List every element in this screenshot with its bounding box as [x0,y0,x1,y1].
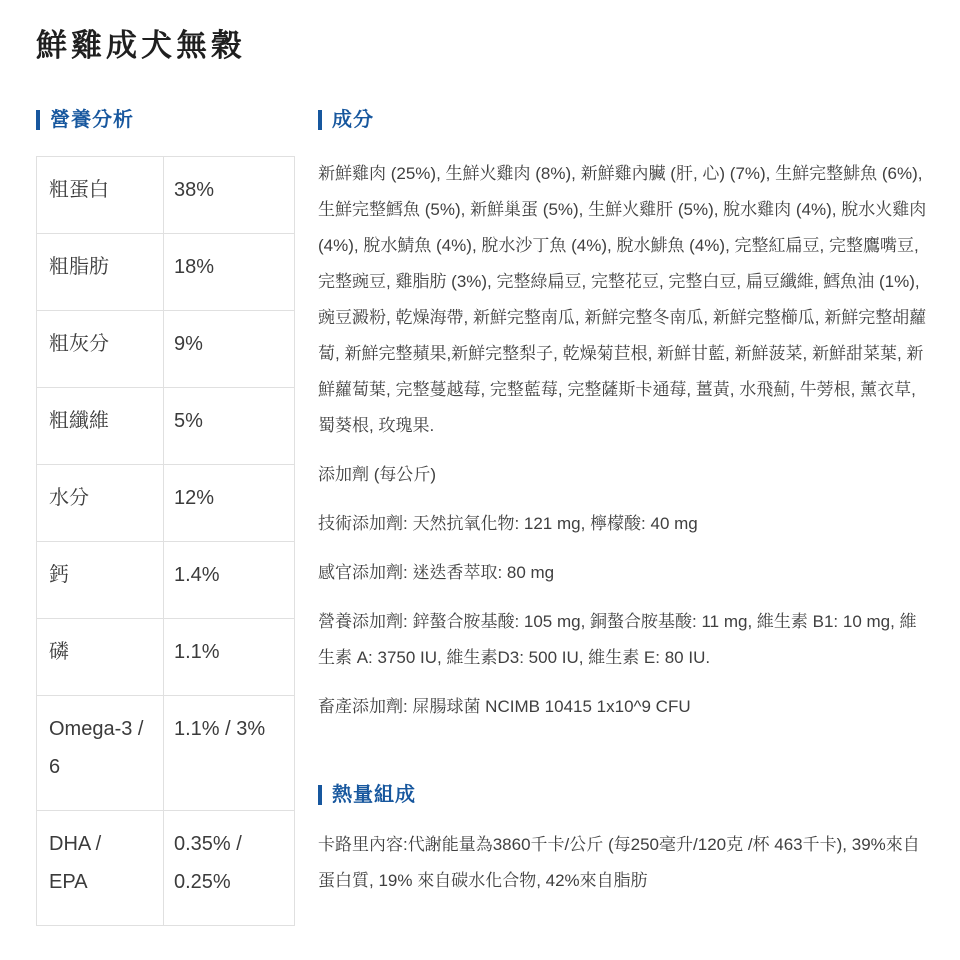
nutrition-table [36,156,295,926]
section-bar-icon [36,110,40,130]
calorie-content-paragraph: 卡路里內容:代謝能量為3860千卡/公斤 (每250毫升/120克 /杯 463千卡), 39%來自蛋白質, 19% 來自碳水化合物, 42%來自脂肪 [318,834,920,890]
table-row [37,156,295,233]
content-columns [36,108,930,926]
nutrient-label: 水分 [37,464,164,541]
ingredients-heading [318,108,930,132]
nutrient-value: 9% [164,310,295,387]
table-row [37,695,295,810]
technical-additives-paragraph: 技術添加劑: 天然抗氧化物: 121 mg, 檸檬酸: 40 mg [318,513,698,533]
table-row [37,618,295,695]
nutrient-value: 12% [164,464,295,541]
nutrient-value: 1.4% [164,541,295,618]
table-row [37,233,295,310]
ingredients-section [318,108,930,912]
nutrient-label: 鈣 [37,541,164,618]
calorie-composition-heading [318,783,930,807]
additives-per-kg-label: 添加劑 (每公斤) [318,464,437,484]
section-bar-icon [318,785,322,805]
zootechnical-additives-paragraph: 畜產添加劑: 屎腸球菌 NCIMB 10415 1x10^9 CFU [318,696,691,716]
nutrient-label: 粗脂肪 [37,233,164,310]
nutrient-label: 磷 [37,618,164,695]
nutrient-label: 粗纖維 [37,387,164,464]
calorie-composition-heading-label: 熱量組成 [332,783,416,806]
calorie-composition-section [318,783,930,899]
nutrient-value: 0.35% / 0.25% [164,810,295,925]
nutrient-label: DHA / EPA [37,810,164,925]
ingredients-main-paragraph: 新鮮雞肉 (25%), 生鮮火雞肉 (8%), 新鮮雞內臟 (肝, 心) (7%), 生鮮完整鯡魚 (6%), 生鮮完整鱈魚 (5%), 新鮮巢蛋 (5%), 生鮮火雞肝 (5%), 脫水雞肉 (4%), 脫水火雞肉 (4%), 脫水鯖魚 (4%), 脫水沙丁魚 (4%), 脫水鯡魚 (4%), 完整紅扁豆, 完整鷹嘴豆, 完整豌豆, 雞脂肪 (3%), 完整綠扁豆, 完整花豆, 完整白豆, 扁豆纖維, 鱈魚油 (1%), 豌豆澱粉, 乾燥海帶, 新鮮完整南瓜, 新鮮完整冬南瓜, 新鮮完整櫛瓜, 新鮮完整胡蘿蔔, 新鮮完整蘋果,新鮮完整梨子, 乾燥菊苣根, 新鮮甘藍, 新鮮菠菜, 新鮮甜菜葉, 新鮮蘿蔔葉, 完整蔓越莓, 完整藍莓, 完整薩斯卡通莓, 薑黃, 水飛薊, 牛蒡根, 薰衣草, 蜀葵根, 玫瑰果. [318,163,927,435]
nutrient-value: 1.1% / 3% [164,695,295,810]
nutrition-analysis-heading-label: 營養分析 [50,108,134,131]
page-title: 鮮雞成犬無穀 [36,28,246,63]
table-row [37,541,295,618]
nutrient-value: 38% [164,156,295,233]
nutrient-value: 18% [164,233,295,310]
table-row [37,810,295,925]
table-row [37,310,295,387]
nutrient-label: 粗灰分 [37,310,164,387]
section-bar-icon [318,110,322,130]
ingredients-heading-label: 成分 [332,108,374,131]
sensory-additives-paragraph: 感官添加劑: 迷迭香萃取: 80 mg [318,562,555,582]
nutrient-label: Omega-3 / 6 [37,695,164,810]
table-row [37,387,295,464]
nutrient-value: 5% [164,387,295,464]
nutrient-label: 粗蛋白 [37,156,164,233]
nutritional-additives-paragraph: 營養添加劑: 鋅螯合胺基酸: 105 mg, 銅螯合胺基酸: 11 mg, 維生素 B1: 10 mg, 維生素 A: 3750 IU, 維生素D3: 500 IU, 維生素 E: 80 IU. [318,611,917,667]
nutrition-analysis-heading [36,108,295,132]
table-row [37,464,295,541]
nutrient-value: 1.1% [164,618,295,695]
nutrition-analysis-section [36,108,295,926]
